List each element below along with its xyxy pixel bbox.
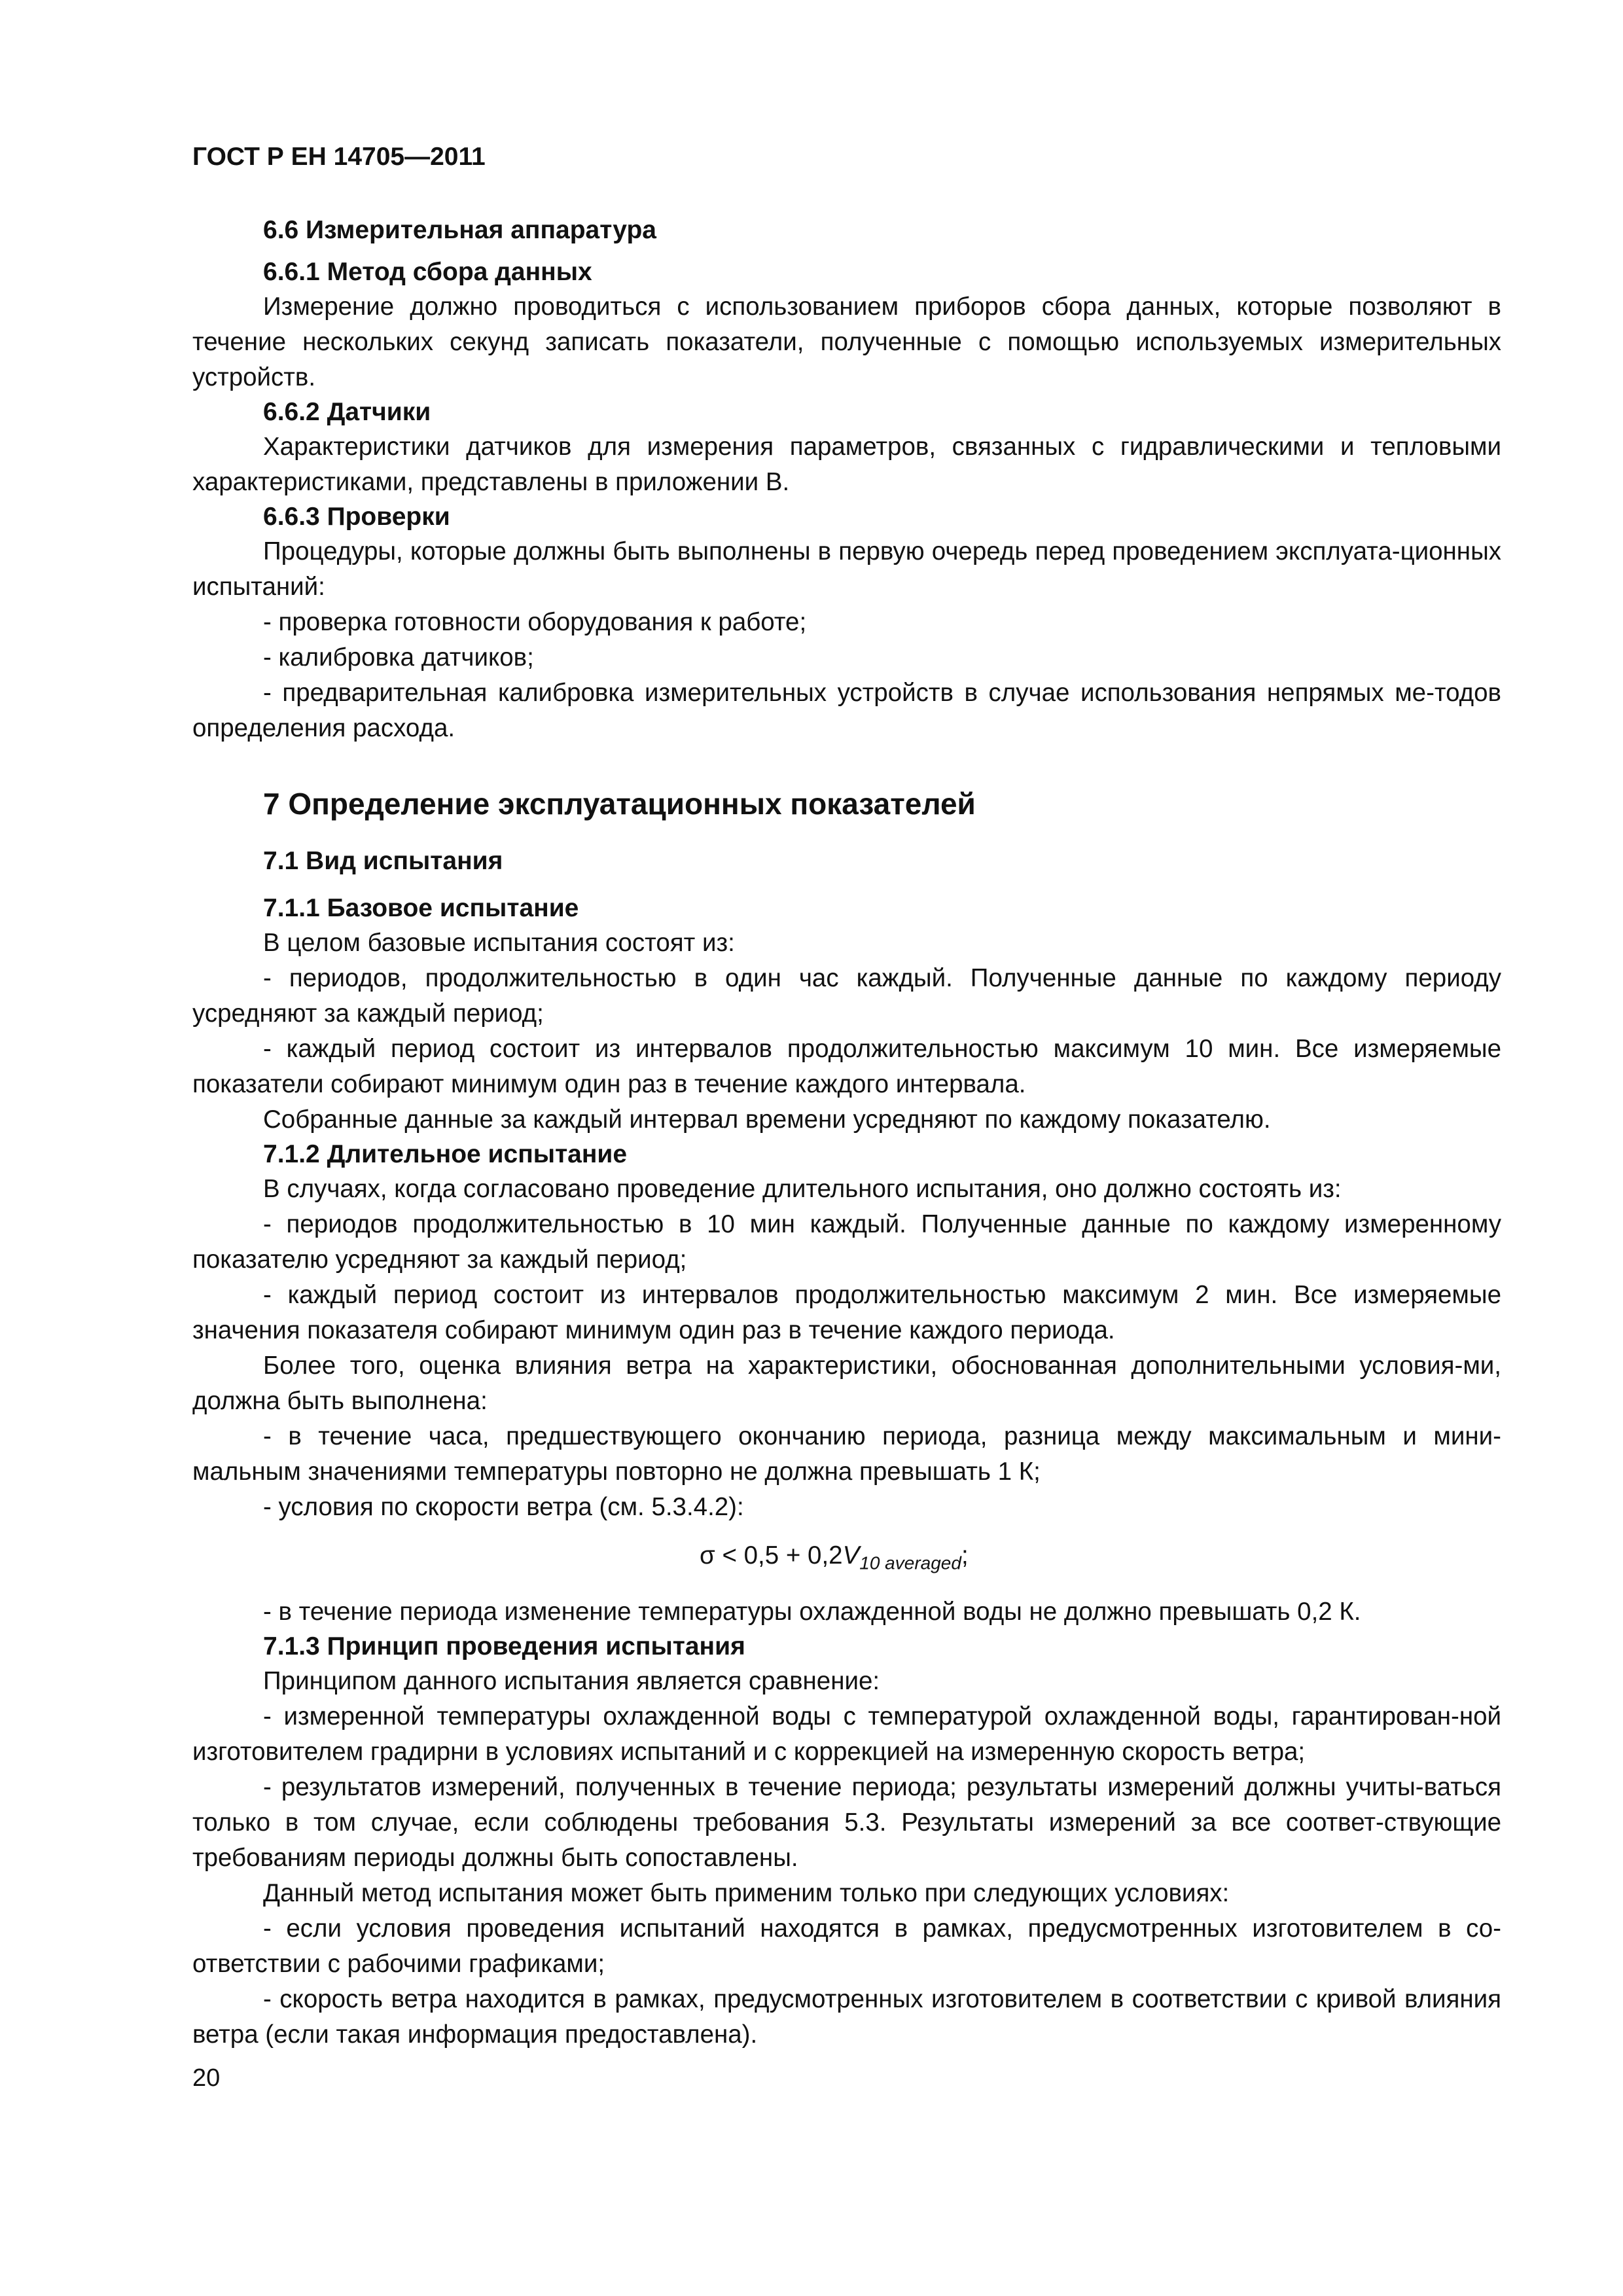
paragraph: - предварительная калибровка измерительных устройств в случае использования непрямых ме-тодов определения расхода. <box>192 679 1501 742</box>
page-number: 20 <box>192 2064 221 2092</box>
formula <box>192 1538 1501 1581</box>
paragraph: - каждый период состоит из интервалов продолжительностью максимум 2 мин. Все измеряемые значения показателя собирают минимум один раз в течение каждого периода. <box>192 1281 1501 1344</box>
formula-subscript-text: 10 averaged <box>859 1552 961 1573</box>
subsection-heading: 6.6.2 Датчики <box>263 398 431 426</box>
paragraph: Характеристики датчиков для измерения параметров, связанных с гидравлическими и тепловыми характеристиками, представлены в приложении В. <box>192 433 1501 496</box>
paragraph: - условия по скорости ветра (см. 5.3.4.2): <box>263 1493 744 1521</box>
subsection-heading: 7.1.2 Длительное испытание <box>263 1140 628 1168</box>
document-code: ГОСТ Р ЕН 14705—2011 <box>192 143 486 171</box>
paragraph: Процедуры, которые должны быть выполнены в первую очередь перед проведением эксплуата-ционных испытаний: <box>192 537 1501 601</box>
subsection-heading: 6.6.3 Проверки <box>263 503 450 531</box>
paragraph: - измеренной температуры охлажденной воды с температурой охлажденной воды, гарантирован-ной изготовителем градирни в условиях испытаний и с коррекцией на измеренную скорость ветра; <box>192 1702 1501 1766</box>
paragraph: - периодов продолжительностью в 10 мин каждый. Полученные данные по каждому измеренному показателю усредняют за каждый период; <box>192 1210 1501 1274</box>
paragraph: - в течение часа, предшествующего окончанию периода, разница между максимальным и мини-мальным значениями температуры повторно не должна превышать 1 К; <box>192 1422 1501 1486</box>
formula-tail: ; <box>961 1541 969 1570</box>
paragraph: - каждый период состоит из интервалов продолжительностью максимум 10 мин. Все измеряемые показатели собирают минимум один раз в течение каждого интервала. <box>192 1035 1501 1098</box>
formula-subscript <box>859 1553 961 1573</box>
document-body <box>192 213 1501 2053</box>
paragraph: - результатов измерений, полученных в течение периода; результаты измерений должны учиты-ваться только в том случае, если соблюдены требования 5.3. Результаты измерений за все соответ-ствующие требованиям периоды должны быть сопоставлены. <box>192 1772 1501 1872</box>
paragraph: - калибровка датчиков; <box>263 643 534 672</box>
subsection-heading: 7.1.3 Принцип проведения испытания <box>263 1632 745 1660</box>
formula-variable: V <box>842 1541 860 1570</box>
paragraph: В случаях, когда согласовано проведение длительного испытания, оно должно состоять из: <box>263 1175 1342 1203</box>
paragraph: Принципом данного испытания является сравнение: <box>263 1666 880 1695</box>
paragraph: Собранные данные за каждый интервал времени усредняют по каждому показателю. <box>263 1105 1271 1134</box>
paragraph: Измерение должно проводиться с использованием приборов сбора данных, которые позволяют в течение нескольких секунд записать показатели, полученные с помощью используемых измерительных устройств. <box>192 293 1501 391</box>
paragraph: - в течение периода изменение температуры охлажденной воды не должно превышать 0,2 К. <box>263 1597 1361 1626</box>
paragraph: - если условия проведения испытаний находятся в рамках, предусмотренных изготовителем в со-ответствии с рабочими графиками; <box>192 1914 1501 1978</box>
paragraph: Данный метод испытания может быть применим только при следующих условиях: <box>263 1878 1230 1907</box>
subsection-heading: 7.1 Вид испытания <box>263 847 503 875</box>
subsection-heading: 6.6.1 Метод сбора данных <box>263 258 592 286</box>
section-heading: 7 Определение эксплуатационных показателей <box>263 787 976 821</box>
page-content <box>192 137 1501 2053</box>
paragraph: - периодов, продолжительностью в один час каждый. Полученные данные по каждому периоду усредняют за каждый период; <box>192 964 1501 1028</box>
paragraph: В целом базовые испытания состоят из: <box>263 929 735 957</box>
subsection-heading: 7.1.1 Базовое испытание <box>263 894 579 922</box>
paragraph: Более того, оценка влияния ветра на характеристики, обоснованная дополнительными условия-ми, должна быть выполнена: <box>192 1352 1501 1415</box>
paragraph: - проверка готовности оборудования к работе; <box>263 608 807 636</box>
formula-main: σ < 0,5 + 0,2 <box>700 1541 843 1570</box>
subsection-heading: 6.6 Измерительная аппаратура <box>263 216 656 244</box>
paragraph: - скорость ветра находится в рамках, предусмотренных изготовителем в соответствии с кривой влияния ветра (если такая информация предоставлена). <box>192 1984 1501 2049</box>
